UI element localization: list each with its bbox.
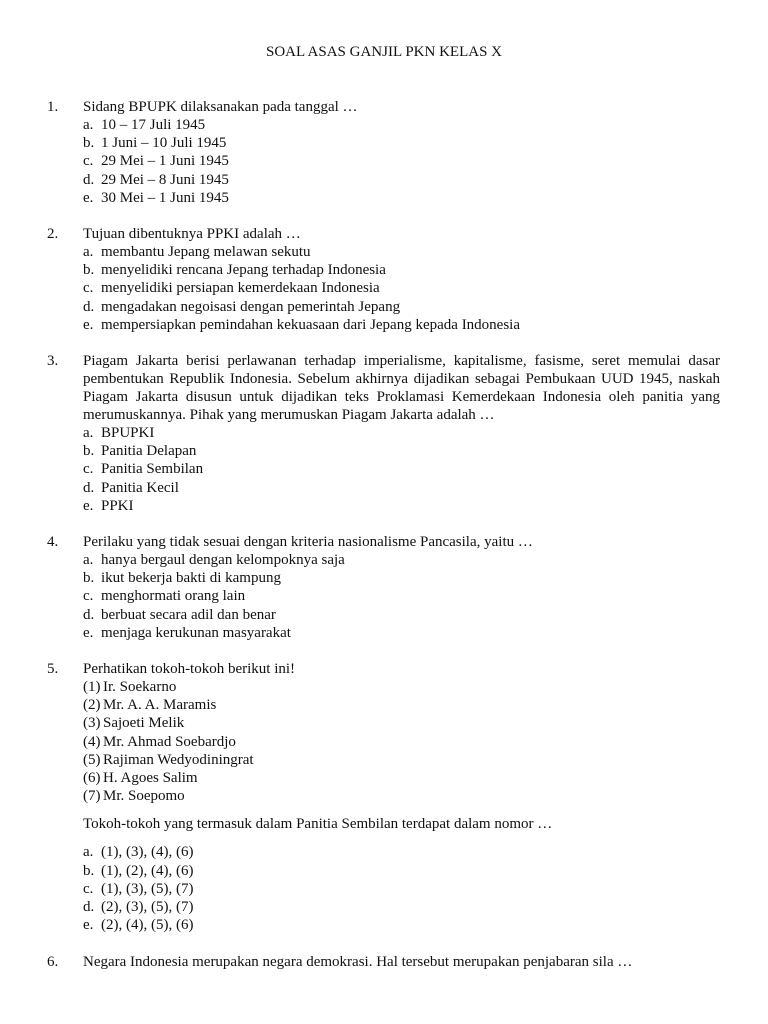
option-text: mempersiapkan pemindahan kekuasaan dari Jepang kepada Indonesia — [101, 316, 521, 333]
option-a — [83, 116, 720, 134]
question-2 — [47, 225, 720, 334]
document-title: SOAL ASAS GANJIL PKN KELAS X — [266, 44, 502, 60]
option-label: b. — [83, 570, 95, 587]
option-label: a. — [83, 552, 94, 569]
option-e — [83, 916, 720, 934]
question-6 — [47, 953, 720, 971]
question-prompt: Tokoh-tokoh yang termasuk dalam Panitia Sembilan terdapat dalam nomor … — [83, 816, 553, 833]
option-e — [83, 316, 720, 334]
option-text: 1 Juni – 10 Juli 1945 — [101, 135, 227, 152]
figure-name: Mr. Ahmad Soebardjo — [103, 733, 236, 750]
question-text: Tujuan dibentuknya PPKI adalah … — [83, 226, 301, 243]
figure-name: Sajoeti Melik — [103, 715, 185, 732]
option-label: e. — [83, 189, 94, 206]
figure-number: (1) — [83, 679, 101, 696]
option-d — [83, 606, 720, 624]
figure-item — [83, 751, 720, 769]
spacer — [47, 334, 720, 352]
option-text: Panitia Delapan — [101, 443, 197, 460]
option-c — [83, 880, 720, 898]
option-text: menjaga kerukunan masyarakat — [101, 624, 291, 641]
option-text: membantu Jepang melawan sekutu — [101, 244, 311, 261]
option-e — [83, 189, 720, 207]
question-text: Piagam Jakarta berisi perlawanan terhadap imperialisme, kapitalisme, fasisme, seret memulai dasar pembentukan Republik Indonesia. Sebelum akhirnya dijadikan sebagai Pembukaan UUD 1945, naskah Piagam Jakarta disusun untuk dijadikan teks Proklamasi Kemerdekaan Indonesia oleh panitia yang merumuskannya. Pihak yang merumuskan Piagam Jakarta adalah … — [83, 353, 720, 424]
figure-name: H. Agoes Salim — [103, 770, 198, 787]
figure-name: Mr. A. A. Maramis — [103, 697, 217, 714]
option-label: d. — [83, 606, 95, 623]
option-text: ikut bekerja bakti di kampung — [101, 570, 281, 587]
option-label: e. — [83, 917, 94, 934]
option-label: e. — [83, 624, 94, 641]
figure-item — [83, 678, 720, 696]
spacer — [47, 642, 720, 660]
question-4 — [47, 533, 720, 642]
option-text: menyelidiki rencana Jepang terhadap Indonesia — [101, 262, 386, 279]
option-list — [83, 424, 720, 515]
figure-name: Ir. Soekarno — [103, 679, 177, 696]
spacer — [47, 935, 720, 953]
figure-number: (7) — [83, 788, 101, 805]
question-text: Perilaku yang tidak sesuai dengan kriteria nasionalisme Pancasila, yaitu … — [83, 534, 533, 551]
figure-number: (6) — [83, 770, 101, 787]
option-d — [83, 171, 720, 189]
option-label: d. — [83, 899, 95, 916]
option-text: BPUPKI — [101, 425, 155, 442]
option-text: (1), (3), (4), (6) — [101, 844, 194, 861]
option-label: b. — [83, 262, 95, 279]
figure-number: (5) — [83, 751, 101, 768]
option-list — [83, 843, 720, 934]
option-b — [83, 862, 720, 880]
figure-number: (3) — [83, 715, 101, 732]
figure-item — [83, 714, 720, 732]
spacer — [47, 515, 720, 533]
option-label: b. — [83, 862, 95, 879]
figure-item — [83, 733, 720, 751]
option-e — [83, 497, 720, 515]
question-text: Negara Indonesia merupakan negara demokrasi. Hal tersebut merupakan penjabaran sila … — [83, 953, 633, 970]
option-c — [83, 587, 720, 605]
option-a — [83, 243, 720, 261]
option-text: PPKI — [101, 497, 134, 514]
option-d — [83, 898, 720, 916]
option-text: 10 – 17 Juli 1945 — [101, 117, 206, 133]
option-text: mengadakan negoisasi dengan pemerintah Jepang — [101, 298, 401, 315]
question-text: Perhatikan tokoh-tokoh berikut ini! — [83, 661, 296, 678]
option-label: c. — [83, 461, 94, 478]
option-text: 29 Mei – 8 Juni 1945 — [101, 171, 229, 188]
question-number: 2. — [47, 226, 59, 243]
option-b — [83, 442, 720, 460]
option-b — [83, 569, 720, 587]
option-a — [83, 843, 720, 861]
option-label: c. — [83, 153, 94, 170]
option-text: (1), (3), (5), (7) — [101, 880, 194, 897]
question-1 — [47, 98, 720, 207]
option-text: 30 Mei – 1 Juni 1945 — [101, 189, 229, 206]
question-number: 3. — [47, 353, 59, 370]
option-label: a. — [83, 844, 94, 861]
option-list — [83, 116, 720, 207]
option-text: menghormati orang lain — [101, 588, 246, 605]
question-number: 4. — [47, 534, 59, 551]
option-label: d. — [83, 298, 95, 315]
option-text: Panitia Kecil — [101, 479, 179, 496]
question-number: 6. — [47, 953, 59, 970]
option-c — [83, 152, 720, 170]
option-label: b. — [83, 443, 95, 460]
option-text: 29 Mei – 1 Juni 1945 — [101, 153, 229, 170]
question-3 — [47, 352, 720, 515]
option-text: menyelidiki persiapan kemerdekaan Indonesia — [101, 280, 380, 297]
figure-number: (4) — [83, 733, 101, 750]
option-c — [83, 279, 720, 297]
figure-item — [83, 696, 720, 714]
question-5 — [47, 660, 720, 934]
option-label: e. — [83, 497, 94, 514]
option-label: a. — [83, 117, 94, 133]
option-text: hanya bergaul dengan kelompoknya saja — [101, 552, 345, 569]
option-a — [83, 424, 720, 442]
option-list — [83, 551, 720, 642]
option-e — [83, 624, 720, 642]
question-number: 5. — [47, 661, 59, 678]
option-c — [83, 460, 720, 478]
option-label: e. — [83, 316, 94, 333]
option-label: c. — [83, 280, 94, 297]
option-label: b. — [83, 135, 95, 152]
figure-name: Rajiman Wedyodiningrat — [103, 751, 254, 768]
option-text: (1), (2), (4), (6) — [101, 862, 194, 879]
option-b — [83, 134, 720, 152]
option-d — [83, 298, 720, 316]
option-a — [83, 551, 720, 569]
question-text: Sidang BPUPK dilaksanakan pada tanggal … — [83, 99, 358, 115]
option-b — [83, 261, 720, 279]
option-text: (2), (4), (5), (6) — [101, 917, 194, 934]
figure-number: (2) — [83, 697, 101, 714]
spacer — [47, 207, 720, 225]
figure-name: Mr. Soepomo — [103, 788, 185, 805]
figure-item — [83, 769, 720, 787]
option-label: a. — [83, 425, 94, 442]
option-label: c. — [83, 880, 94, 897]
option-text: Panitia Sembilan — [101, 461, 204, 478]
question-list — [47, 98, 720, 971]
option-text: berbuat secara adil dan benar — [101, 606, 276, 623]
option-label: c. — [83, 588, 94, 605]
option-text: (2), (3), (5), (7) — [101, 899, 194, 916]
figure-item — [83, 787, 720, 805]
option-label: a. — [83, 244, 94, 261]
figure-list — [83, 678, 720, 805]
option-d — [83, 479, 720, 497]
option-label: d. — [83, 171, 95, 188]
question-number: 1. — [47, 99, 59, 115]
option-label: d. — [83, 479, 95, 496]
option-list — [83, 243, 720, 334]
